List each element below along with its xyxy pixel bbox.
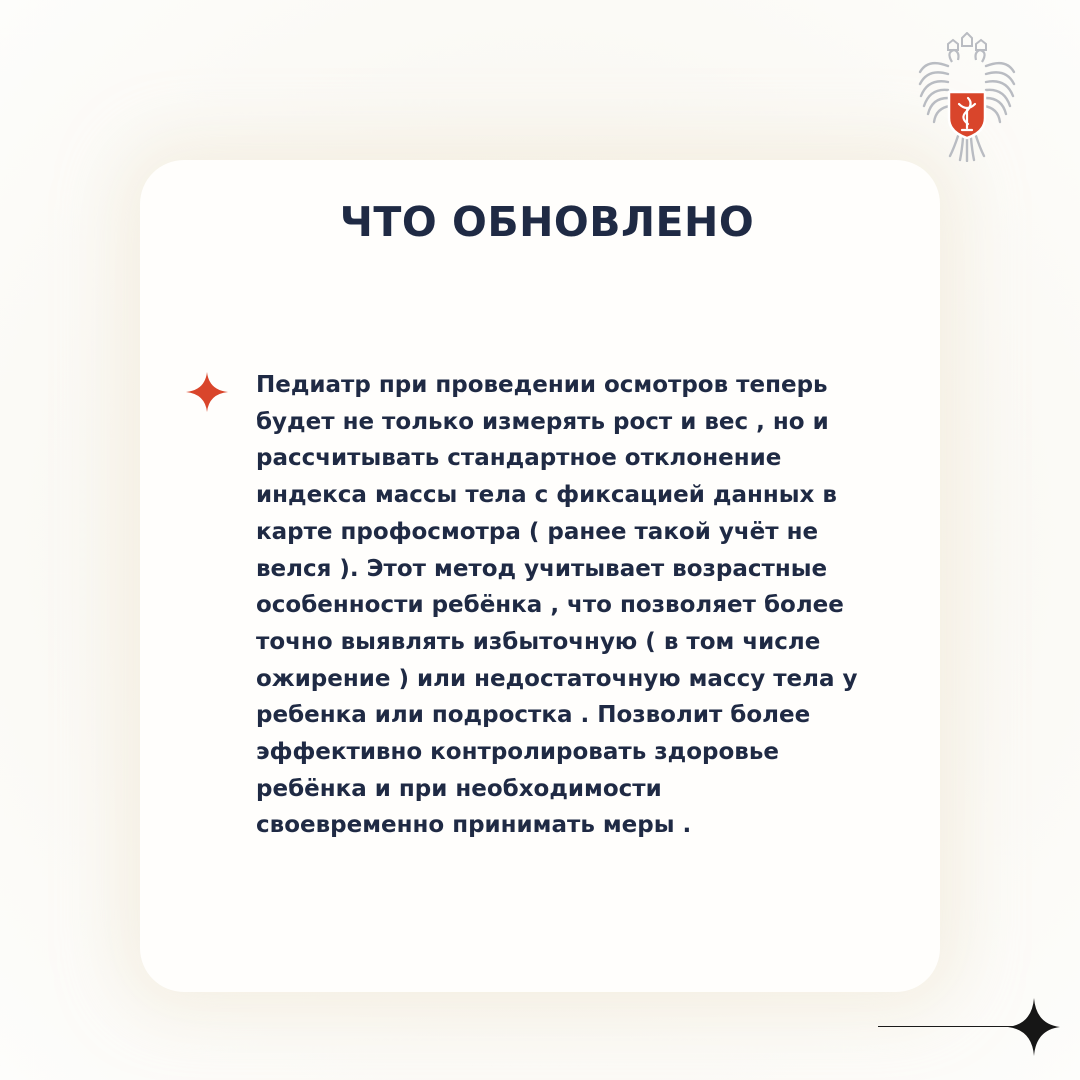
page-title: ЧТО ОБНОВЛЕНО <box>339 198 755 246</box>
sparkle-icon <box>1008 998 1060 1056</box>
bullet-star-icon <box>186 372 228 412</box>
emblem-icon <box>918 32 1016 162</box>
decorative-line <box>878 1026 1028 1027</box>
body-paragraph: Педиатр при проведении осмотров теперь будет не только измерять рост и вес , но и рассчитывать стандартное отклонение индекса массы тела с фиксацией данных в карте профосмотра ( ранее такой учёт не велся ). Этот метод учитывает возрастные особенности ребёнка , что позволяет более точно выявлять избыточную ( в том числе ожирение ) или недостаточную массу тела у ребенка или подростка . Позволит более эффективно контролировать здоровье ребёнка и при необходимости своевременно принимать меры . <box>256 372 858 839</box>
